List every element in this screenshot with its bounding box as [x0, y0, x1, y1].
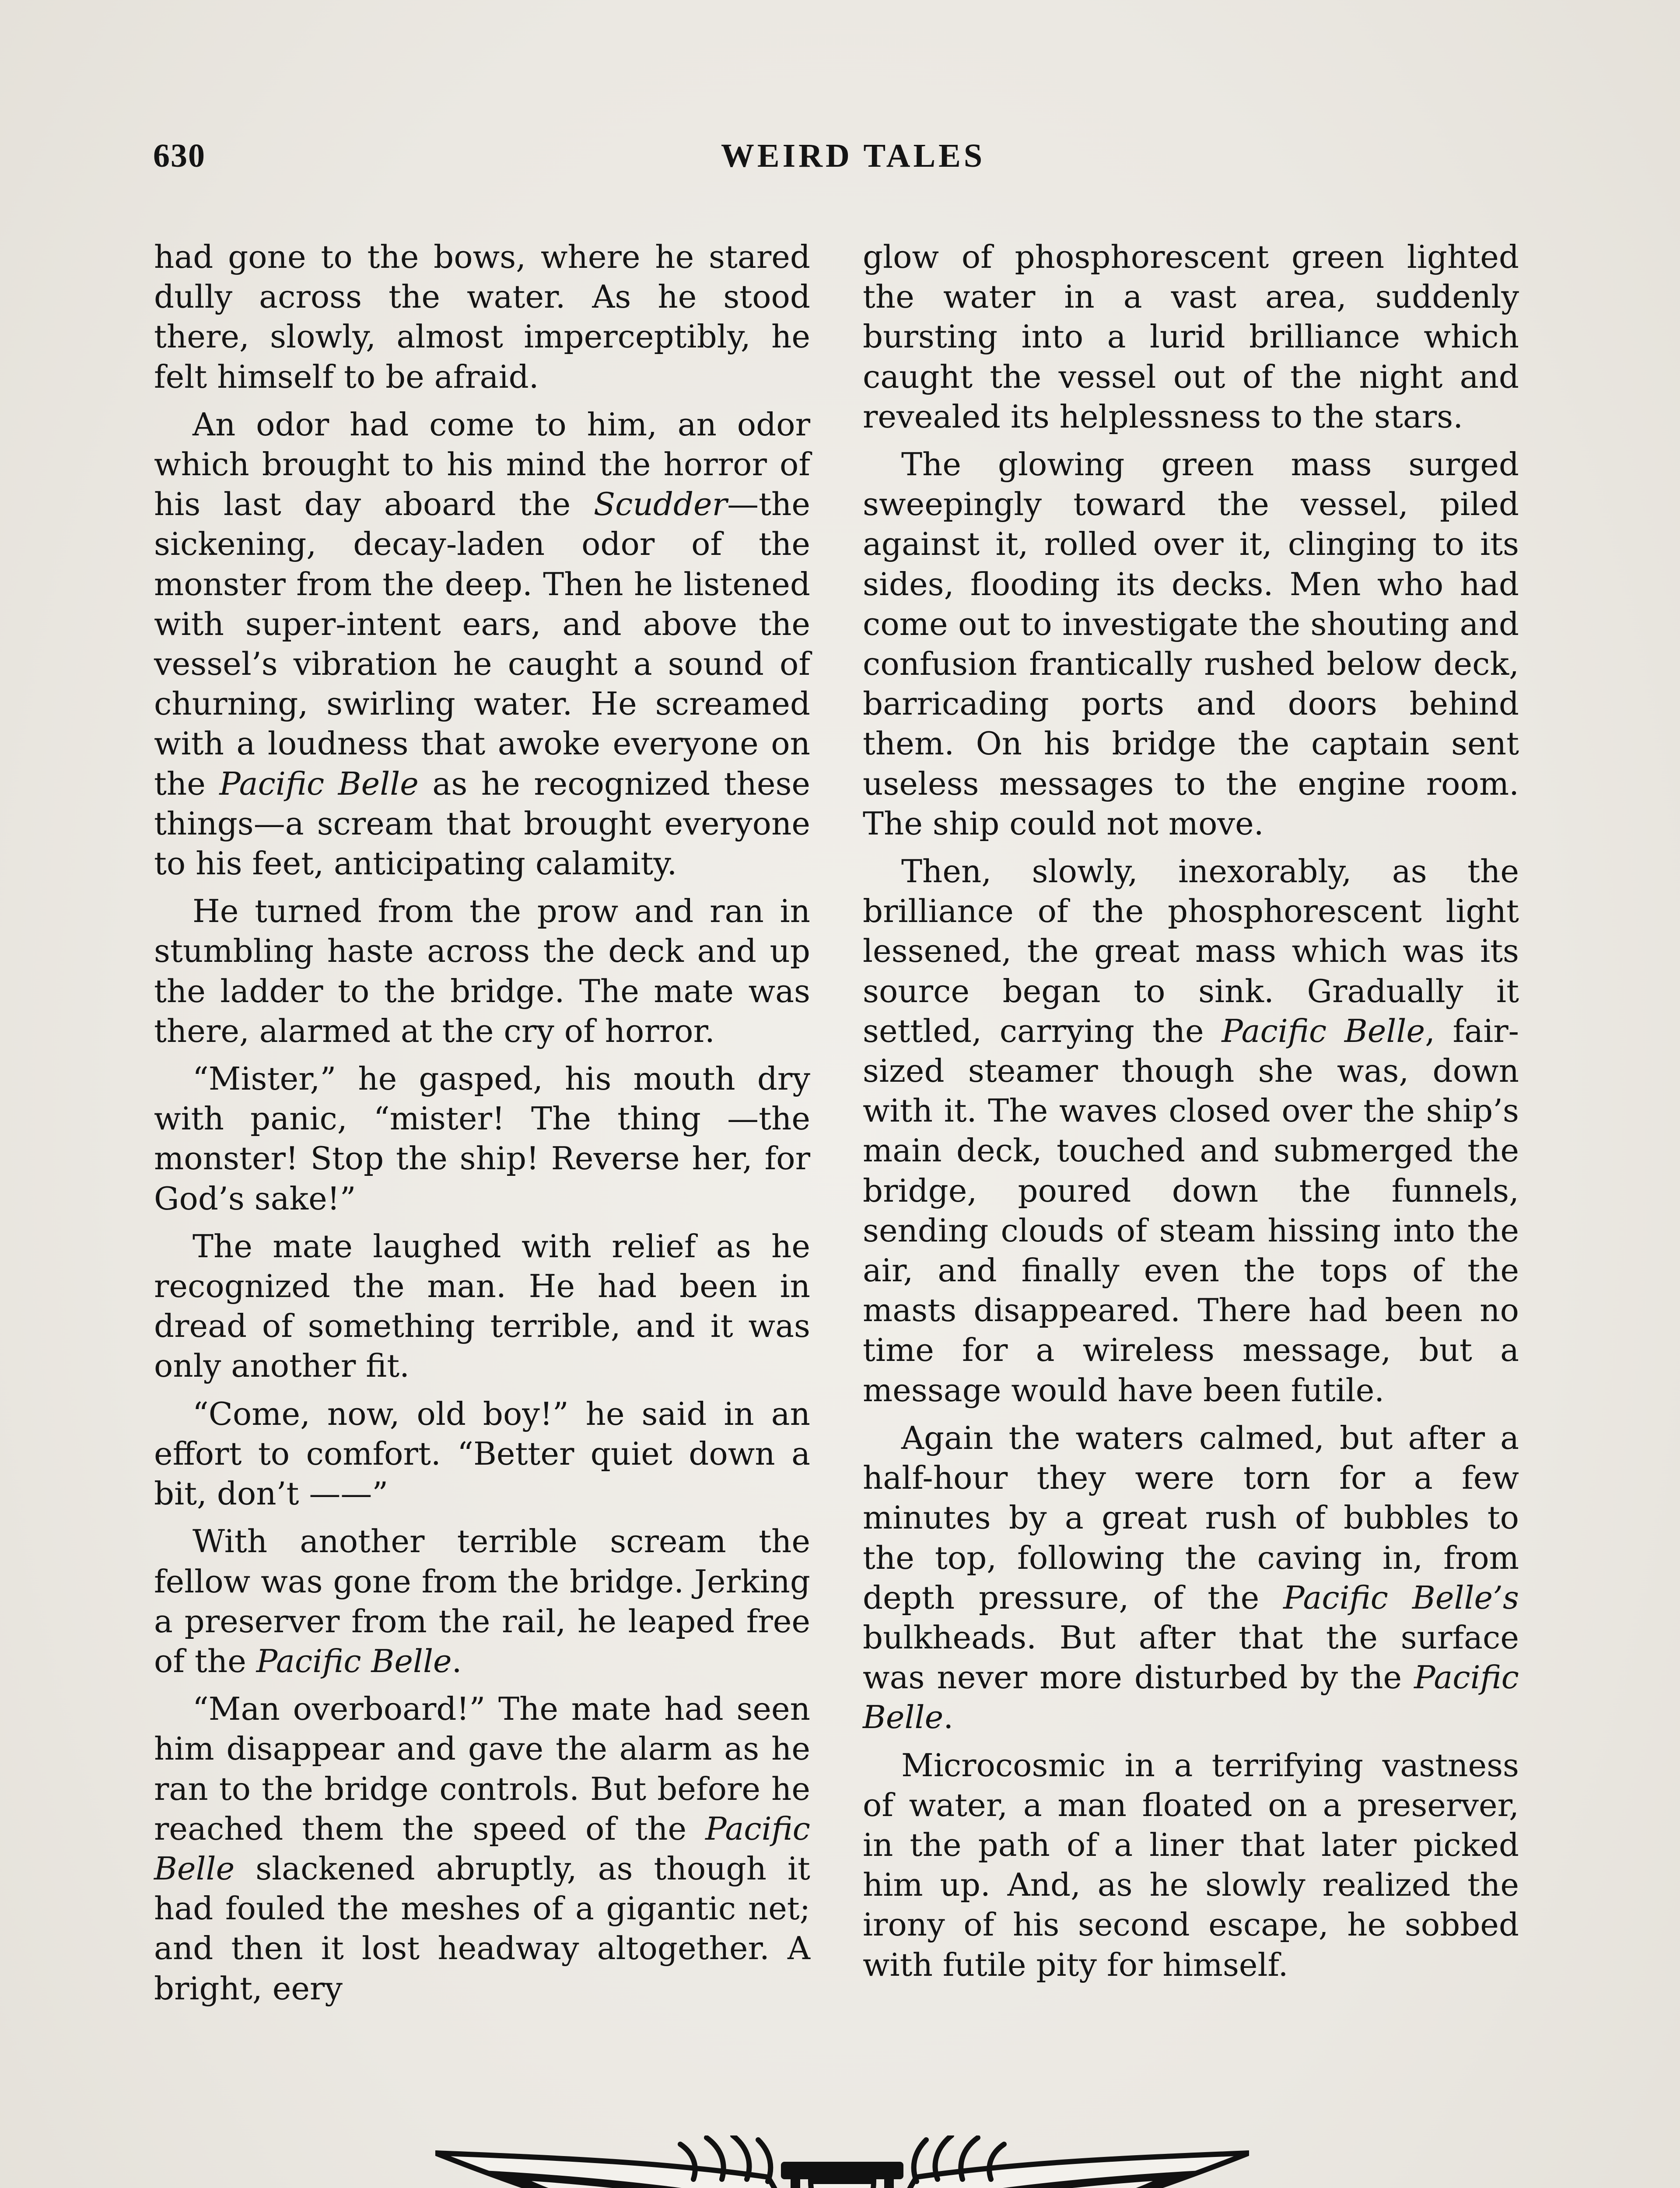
paragraph: glow of phosphorescent green lighted the water in a vast area, suddenly bursting into a lurid brilliance which caught the vessel out of the night and revealed its helplessness to the stars.	[863, 238, 1519, 435]
text-run: —the sickening, decay-laden odor of the monster from the deep. Then he listened with super-intent ears, and above the vessel’s vibration he caught a sound of churning, swirling water. He screamed with a loudness that awoke everyone on the	[154, 486, 810, 802]
page-number: 630	[153, 137, 206, 174]
paragraph: Microcosmic in a terrifying vastness of water, a man floated on a preserver, in the path of a liner that later picked him up. And, as he slowly realized the irony of his second escape, he sobbed with futile pity for himself.	[863, 1746, 1519, 1983]
text-run: Then, slowly, inexorably, as the brilliance of the phosphorescent light lessened, the great mass which was its source began to sink. Gradually it settled, carrying the	[863, 853, 1519, 1049]
text-run: bulkheads. But after that the surface was never more disturbed by the	[863, 1619, 1519, 1696]
hourglass-post-left	[791, 2179, 800, 2188]
ship-name: Pacific Belle’s	[1283, 1579, 1519, 1616]
ship-name: Scudder	[593, 486, 728, 523]
text-run: .	[452, 1642, 462, 1680]
ship-name: Pacific Belle	[863, 1659, 1519, 1736]
paragraph: “Mister,” he gasped, his mouth dry with panic, “mister! The thing —the monster! Stop the ship! Reverse her, for God’s sake!”	[154, 1060, 810, 1217]
text-run: “Man overboard!” The mate had seen him disappear and gave the alarm as he ran to the bridge controls. But before he reached them the speed of the	[154, 1690, 810, 1847]
paragraph: “Come, now, old boy!” he said in an effort to comfort. “Better quiet down a bit, don’t ——”	[154, 1395, 810, 1512]
text-run: slackened abruptly, as though it had fouled the meshes of a gigantic net; and then it lost headway altogether. A bright, eery	[154, 1850, 810, 2007]
ship-name: Pacific Belle	[256, 1642, 452, 1680]
hourglass-glass	[811, 2181, 874, 2188]
text-run: Again the waters calmed, but after a half-hour they were torn for a few minutes by a great rush of bubbles to the top, following the caving in, from depth pressure, of the	[863, 1419, 1519, 1616]
running-head-title: WEIRD TALES	[721, 137, 986, 174]
paragraph	[154, 1522, 810, 1681]
paragraph	[154, 405, 810, 884]
text-run: An odor had come to him, an odor which brought to his mind the horror of his last day aboard the	[154, 406, 810, 523]
paragraph: The glowing green mass surged sweepingly toward the vessel, piled against it, rolled over it, clinging to its sides, flooding its decks. Men who had come out to investigate the shouting and confusion frantically rushed below deck, barricading ports and doors behind them. On his bridge the captain sent useless messages to the engine room. The ship could not move.	[863, 446, 1519, 842]
text-run: , fair-sized steamer though she was, down with it. The waves closed over the ship’s main deck, touched and submerged the bridge, poured down the funnels, sending clouds of steam hissing into the air, and finally even the tops of the masts disappeared. There had been no time for a wireless message, but a message would have been futile.	[863, 1012, 1519, 1409]
hourglass-post-right	[884, 2179, 894, 2188]
text-column-right	[863, 237, 1519, 1985]
paragraph	[863, 852, 1519, 1410]
paragraph: He turned from the prow and ran in stumbling haste across the deck and up the ladder to the bridge. The mate was there, alarmed at the cry of horror.	[154, 893, 810, 1049]
winged-hourglass-icon	[435, 2135, 1249, 2188]
text-run: .	[943, 1699, 954, 1736]
paragraph: had gone to the bows, where he stared dully across the water. As he stood there, slowly, almost imperceptibly, he felt himself to be afraid.	[154, 238, 810, 395]
ship-name: Pacific Belle	[219, 765, 419, 802]
ship-name: Pacific Belle	[154, 1810, 810, 1887]
text-column-left	[154, 237, 810, 2009]
paragraph	[863, 1418, 1519, 1738]
hourglass-top-cap	[781, 2162, 903, 2179]
paragraph	[154, 1689, 810, 2009]
text-run: as he recognized these things—a scream that brought everyone to his feet, anticipating calamity.	[154, 765, 811, 882]
ship-name: Pacific Belle	[1222, 1012, 1425, 1049]
paragraph: The mate laughed with relief as he recognized the man. He had been in dread of something terrible, and it was only another fit.	[154, 1227, 810, 1385]
text-run: With another terrible scream the fellow was gone from the bridge. Jerking a preserver from the rail, he leaped free of the	[154, 1523, 810, 1680]
